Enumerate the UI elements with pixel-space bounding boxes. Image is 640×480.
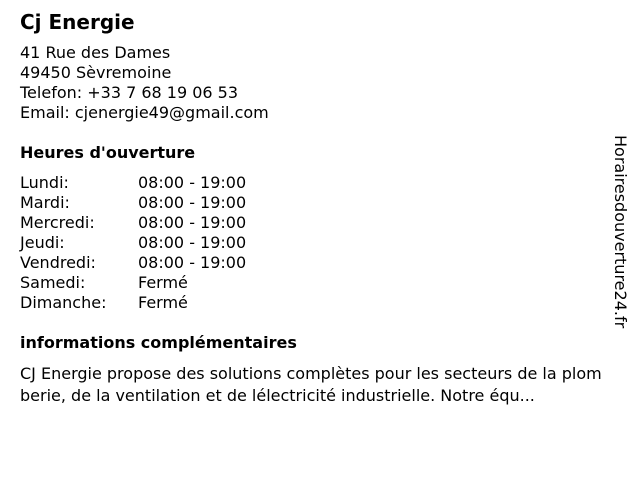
hours-row bbox=[20, 173, 620, 193]
phone-line: Telefon: +33 7 68 19 06 53 bbox=[20, 83, 239, 102]
hours-row bbox=[20, 293, 620, 313]
hours-row bbox=[20, 253, 620, 273]
hours-row bbox=[20, 193, 620, 213]
hours-row bbox=[20, 213, 620, 233]
opening-hours-list bbox=[20, 173, 620, 313]
address-street: 41 Rue des Dames bbox=[20, 43, 171, 62]
address-city: 49450 Sèvremoine bbox=[20, 63, 172, 82]
hours-day: Mardi: bbox=[20, 193, 70, 212]
site-watermark: Horairesdouverture24.fr bbox=[611, 135, 630, 329]
hours-time: 08:00 - 19:00 bbox=[138, 193, 247, 212]
additional-info-text: CJ Energie propose des solutions complètes pour les secteurs de la plomberie, de la ventilation et de lélectricité industrielle. Notre équ... bbox=[20, 364, 602, 405]
hours-row bbox=[20, 233, 620, 253]
hours-day: Samedi: bbox=[20, 273, 86, 292]
additional-info-heading: informations complémentaires bbox=[20, 333, 297, 352]
hours-time: 08:00 - 19:00 bbox=[138, 233, 247, 252]
hours-time: 08:00 - 19:00 bbox=[138, 213, 247, 232]
hours-day: Dimanche: bbox=[20, 293, 107, 312]
hours-time: 08:00 - 19:00 bbox=[138, 173, 247, 192]
hours-time: 08:00 - 19:00 bbox=[138, 253, 247, 272]
hours-day: Jeudi: bbox=[20, 233, 65, 252]
hours-row bbox=[20, 273, 620, 293]
opening-hours-heading: Heures d'ouverture bbox=[20, 143, 196, 162]
email-line: Email: cjenergie49@gmail.com bbox=[20, 103, 269, 122]
business-name: Cj Energie bbox=[20, 10, 135, 34]
hours-day: Mercredi: bbox=[20, 213, 95, 232]
hours-day: Vendredi: bbox=[20, 253, 96, 272]
hours-day: Lundi: bbox=[20, 173, 69, 192]
hours-time: Fermé bbox=[138, 273, 188, 292]
business-card bbox=[20, 10, 620, 407]
hours-time: Fermé bbox=[138, 293, 188, 312]
